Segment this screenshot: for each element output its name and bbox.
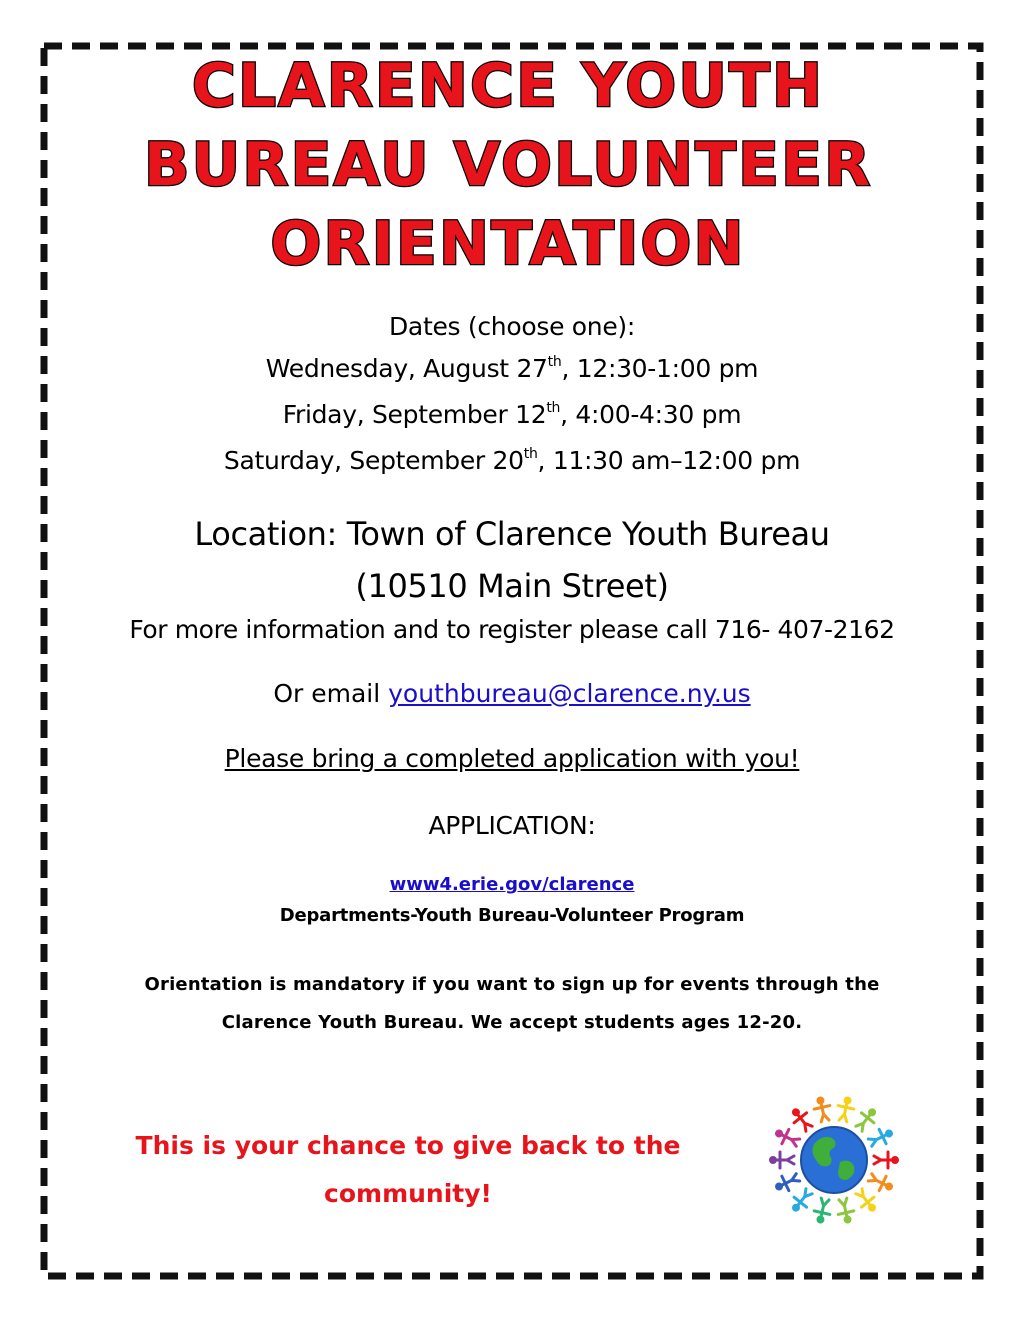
callout-line-1: This is your chance to give back to the bbox=[135, 1131, 681, 1160]
application-reminder: Please bring a completed application with you! bbox=[224, 744, 800, 773]
phone-info: For more information and to register please call 716- 407-2162 bbox=[129, 615, 895, 644]
location-section bbox=[0, 508, 1024, 612]
child-figure bbox=[812, 1197, 833, 1225]
callout-line-2: community! bbox=[324, 1179, 492, 1208]
child-figure bbox=[835, 1197, 856, 1225]
child-figure bbox=[772, 1170, 801, 1195]
dates-heading: Dates (choose one): bbox=[388, 312, 635, 341]
dates-section bbox=[0, 306, 1024, 486]
child-figure bbox=[772, 1125, 801, 1150]
date-item: Saturday, September 20th, 11:30 am–12:00 pm bbox=[223, 446, 801, 475]
child-figure bbox=[867, 1125, 896, 1150]
location-address: (10510 Main Street) bbox=[355, 567, 669, 605]
child-figure bbox=[867, 1170, 896, 1195]
callout-text bbox=[98, 1122, 718, 1218]
child-figure bbox=[853, 1104, 881, 1134]
email-line bbox=[0, 674, 1024, 714]
location-name: Location: Town of Clarence Youth Bureau bbox=[194, 515, 830, 553]
child-figure bbox=[787, 1104, 815, 1134]
email-prefix: Or email bbox=[273, 679, 389, 708]
title-line-1: CLARENCE YOUTH bbox=[191, 52, 825, 121]
child-figure bbox=[812, 1095, 833, 1123]
email-link[interactable]: youthbureau@clarence.ny.us bbox=[388, 679, 751, 708]
application-url-line bbox=[0, 870, 1024, 900]
application-label: APPLICATION: bbox=[428, 811, 596, 840]
child-figure bbox=[874, 1152, 899, 1168]
date-item: Wednesday, August 27th, 12:30-1:00 pm bbox=[265, 354, 759, 383]
mandatory-notice bbox=[0, 966, 1024, 1042]
notice-line-2: Clarence Youth Bureau. We accept students ages 12-20. bbox=[221, 1012, 803, 1033]
application-url-link[interactable]: www4.erie.gov/clarence bbox=[389, 874, 635, 895]
globe-with-children-icon bbox=[766, 1092, 902, 1228]
application-path: Departments-Youth Bureau-Volunteer Program bbox=[279, 905, 745, 926]
title-line-3: ORIENTATION bbox=[270, 209, 746, 272]
child-figure bbox=[769, 1152, 794, 1168]
date-item: Friday, September 12th, 4:00-4:30 pm bbox=[282, 400, 742, 429]
child-figure bbox=[853, 1186, 881, 1216]
child-figure bbox=[835, 1095, 856, 1123]
child-figure bbox=[787, 1186, 815, 1216]
title-line-2: BUREAU VOLUNTEER bbox=[143, 130, 873, 200]
flyer-title bbox=[0, 52, 1024, 272]
notice-line-1: Orientation is mandatory if you want to sign up for events through the bbox=[144, 974, 880, 995]
